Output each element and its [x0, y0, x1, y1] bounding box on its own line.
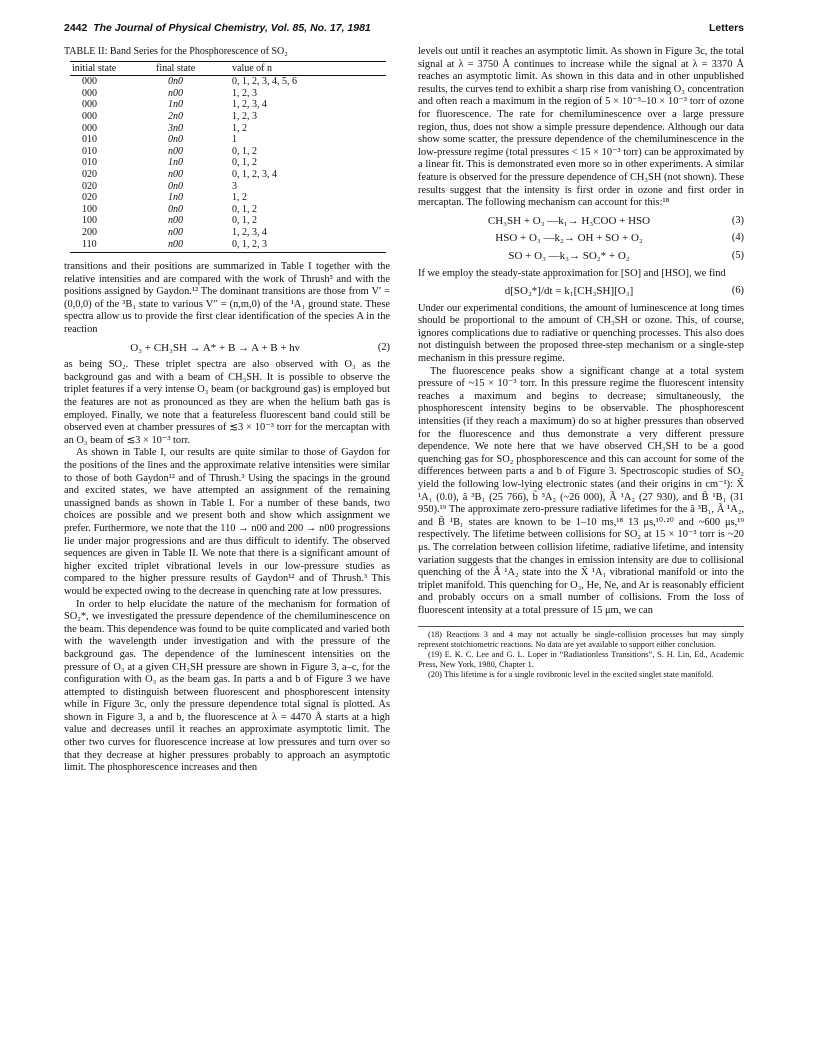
cell-value-n: 0, 1, 2, 3, 4 — [232, 168, 277, 180]
cell-value-n: 1, 2, 3 — [232, 87, 257, 99]
equation-3-number: (3) — [731, 214, 744, 226]
cell-value-n: 0, 1, 2 — [232, 145, 257, 157]
cell-final-state: 2n0 — [168, 110, 183, 122]
table-2 — [64, 46, 390, 253]
cell-value-n: 1, 2, 3, 4 — [232, 99, 267, 111]
equation-5-number: (5) — [731, 249, 744, 261]
cell-value-n: 0, 1, 2, 3, 4, 5, 6 — [232, 76, 297, 88]
table-row — [70, 192, 386, 204]
cell-value-n: 0, 1, 2 — [232, 203, 257, 215]
table-row — [70, 134, 386, 146]
cell-initial-state: 020 — [82, 168, 97, 180]
equation-5-body: SO + O₃ —k₃→ SO₂* + O₂ — [508, 249, 630, 262]
equation-3 — [418, 215, 744, 228]
right-column — [418, 46, 744, 680]
table-row — [70, 88, 386, 100]
table-row — [70, 204, 386, 216]
footnote-20: (20) This lifetime is for a single rovibronic level in the excited singlet state manifold. — [428, 669, 714, 679]
right-paragraph-3: Under our experimental conditions, the amount of luminescence at long times should be proportional to the amount of CH₃SH or ozone. This, of course, ignores complications due to radiative or quenching processes. This also does not distinguish between the proposed three-step mechanism or a single-step mechanism in this pressure regime. — [418, 302, 744, 365]
cell-initial-state: 000 — [82, 110, 97, 122]
equation-6-number: (6) — [731, 285, 744, 297]
cell-final-state: 0n0 — [168, 203, 183, 215]
cell-initial-state: 100 — [82, 203, 97, 215]
equation-2-number: (2) — [377, 341, 390, 353]
cell-final-state: 1n0 — [168, 99, 183, 111]
table-row — [70, 239, 386, 253]
cell-final-state: n00 — [154, 239, 230, 253]
page-header — [64, 22, 744, 38]
cell-final-state: 1n0 — [168, 157, 183, 169]
equation-5 — [418, 250, 744, 263]
cell-final-state: n00 — [168, 168, 183, 180]
cell-initial-state: 010 — [82, 134, 97, 146]
right-paragraph-4: The fluorescence peaks show a significant change at a total system pressure of ~15 × 10⁻³ torr. In this pressure regime the fluorescent intensity reaches a maximum and begins to decrease; simultaneously, the phosphorescent intensity begins to be observable. The phosphorescent intensities (if they reach a maximum) do so at higher pressures than observed for the fluorescence and thus demonstrate a very different pressure dependence. We note here that we have observed CH₃SH to be a good quenching gas for SO₂ phosphorescence and this can account for some of the differences between parts a and b of Figure 3. Spectroscopic studies of SO₂ yield the following low-lying electronic states (and their origins in cm⁻¹): X̃ ¹A₁ (0.0), ã ³B₁ (25 766), b̃ ³A₂ (~26 000), Ã ¹A₂ (27 930), and B̃ ¹B₁ (31 950).¹⁹ The approximate zero-pressure radiative lifetimes for the ã ³B₁, Ã ¹A₂, and B̃ ¹B₁ states are known to be 1–10 ms,¹⁸ 13 μs,¹⁰·²⁰ and ~600 μs,¹⁹ respectively. The lifetime between collisions for SO₂ at 15 × 10⁻³ torr is ~20 μs. The correlation between collision lifetime, radiative lifetime, and intensity variation suggests that the changes in emission intensity are due to collisional quenching of the Ã ¹A₂ state into the X̃ ¹A₁ vibrational manifold or into the triplet manifold. This quenching for O₃, He, Ne, and Ar is reasonably efficient and probably occurs on a small number of collisions. From the loss of fluorescent intensity at a total pressure of 15 μm, we can — [418, 365, 744, 616]
equation-4-number: (4) — [731, 232, 744, 244]
table-row — [70, 181, 386, 193]
section-label: Letters — [708, 22, 744, 34]
cell-initial-state: 010 — [82, 145, 97, 157]
col-header-final: final state — [154, 61, 230, 76]
cell-value-n: 3 — [232, 180, 237, 192]
cell-value-n: 0, 1, 2 — [232, 157, 257, 169]
cell-initial-state: 000 — [82, 122, 97, 134]
equation-6 — [418, 285, 744, 298]
cell-initial-state: 000 — [82, 76, 97, 88]
left-column — [64, 46, 390, 775]
equation-4 — [418, 232, 744, 245]
cell-value-n: 1, 2, 3 — [232, 110, 257, 122]
journal-citation: The Journal of Physical Chemistry, Vol. 85, No. 17, 1981 — [93, 22, 371, 34]
table-row — [70, 76, 386, 88]
cell-value-n: 1, 2 — [232, 192, 247, 204]
band-series-table — [70, 61, 386, 254]
cell-initial-state: 100 — [82, 215, 97, 227]
cell-initial-state: 000 — [82, 99, 97, 111]
equation-6-body: d[SO₂*]/dt = k₁[CH₃SH][O₃] — [504, 285, 634, 298]
table-row — [70, 146, 386, 158]
table-row — [70, 215, 386, 227]
page-number: 2442 — [64, 22, 88, 34]
cell-initial-state: 020 — [82, 180, 97, 192]
table-row — [70, 157, 386, 169]
cell-final-state: 1n0 — [168, 192, 183, 204]
cell-final-state: 0n0 — [168, 180, 183, 192]
left-paragraph-4: In order to help elucidate the nature of the mechanism for formation of SO₂*, we investigated the pressure dependence of the chemiluminescence on the beam. This dependence was found to be quite complicated and varied both with the wavelength under investigation and with the pressure of the background gas. The dependence of the luminescent intensities on the pressure of O₃ at a given CH₃SH pressure are shown in Figure 3, a–c, for the configuration with O₃ as the beam gas. In parts a and b of Figure 3 we have attempted to distinguish between fluorescent and phosphorescent intensity while in Figure 3c, only the pressure dependence total signal is plotted. As shown in Figure 3, a and b, the fluorescence at λ = 4470 Å starts at a high value and decreases until it reaches an approximate asymptotic limit. The other two curves for fluorescence increase at low pressures and turn over so that they decrease at higher pressures probably to approach an asymptotic limit. The phosphorescence increases and then — [64, 598, 390, 774]
table-header-row — [70, 61, 386, 76]
cell-value-n: 0, 1, 2, 3 — [230, 239, 386, 253]
footnote-18: (18) Reactions 3 and 4 may not actually be single-collision processes but may simply represent stoichiometric reactions. No data are yet available to support either conclusion. — [418, 629, 744, 649]
right-paragraph-2: If we employ the steady-state approximation for [SO] and [HSO], we find — [418, 267, 726, 279]
table-row — [70, 111, 386, 123]
cell-final-state: 0n0 — [168, 76, 183, 88]
cell-value-n: 1 — [232, 134, 237, 146]
left-paragraph-3: As shown in Table I, our results are quite similar to those of Gaydon for the positions of the lines and the approximate relative intensities were similar to those of both Gaydon¹² and of Thrush.³ Using the spacings in the ground and excited states, we have attempted an assignment of the remaining unassigned bands as shown in Table I. For a number of these bands, two choices are possible and we present both and show which assignment we prefer. Furthermore, we note that the 110 → n00 and 200 → n00 progressions lie under major progressions and are thus difficult to identify. The observed sequences are given in Table II. We note that there is a significant amount of higher excited triplet vibrational levels in our low-pressure studies as compared to the higher pressure results of Gaydon¹² and of Thrush.³ This would be expected owing to the decrease in quenching rate at low pressures. — [64, 447, 390, 597]
footnotes — [418, 626, 744, 680]
cell-initial-state: 010 — [82, 157, 97, 169]
equation-3-body: CH₃SH + O₃ —k₁→ H₃COO + HSO — [487, 214, 651, 227]
cell-value-n: 0, 1, 2 — [232, 215, 257, 227]
cell-final-state: 3n0 — [168, 122, 183, 134]
cell-final-state: n00 — [168, 215, 183, 227]
cell-value-n: 1, 2 — [232, 122, 247, 134]
cell-final-state: n00 — [168, 87, 183, 99]
cell-initial-state: 110 — [70, 239, 154, 253]
footnote-19: (19) E. K. C. Lee and G. L. Loper in “Radiationless Transitions”, S. H. Lin, Ed., Academic Press, New York, 1980, Chapter 1. — [418, 649, 744, 669]
cell-final-state: n00 — [168, 226, 183, 238]
equation-2 — [64, 342, 390, 355]
table-row — [70, 227, 386, 239]
table-body — [70, 76, 386, 253]
cell-final-state: n00 — [168, 145, 183, 157]
equation-2-body: O₃ + CH₃SH → A* + B → A + B + hν — [130, 341, 300, 354]
table-row — [70, 99, 386, 111]
left-paragraph-1: transitions and their positions are summarized in Table I together with the relative intensities and are compared with the work of Thrush³ and with the positions assigned by Gaydon.¹² The dominant transitions are those from V′ = (0,0,0) of the ³B₁ state to various V″ = (n,m,0) of the ¹A₁ ground state. These spectra allow us to provide the first clear identification of the species A in the reaction — [64, 261, 390, 336]
table-row — [70, 123, 386, 135]
table-2-title: TABLE II: Band Series for the Phosphorescence of SO₂ — [64, 46, 288, 57]
table-row — [70, 169, 386, 181]
cell-final-state: 0n0 — [168, 134, 183, 146]
col-header-initial: initial state — [70, 61, 154, 76]
cell-initial-state: 200 — [82, 226, 97, 238]
cell-initial-state: 000 — [82, 87, 97, 99]
left-paragraph-2: as being SO₂. These triplet spectra are also observed with O₃ as the background gas and with a beam of CH₃SH. It is possible to observe the triplet features if a very intense O₃ beam (or background gas) is employed but the features are not as pronounced as they are when the helium bath gas is employed. Finally, we note that a featureless fluorescent band could still be observed even at chamber pressures of ≲3 × 10⁻³ torr for the mercaptan with an O₃ beam of ≲3 × 10⁻³ torr. — [64, 359, 390, 446]
header-left — [64, 22, 371, 34]
col-header-n: value of n — [230, 61, 386, 76]
equation-4-body: HSO + O₃ —k₂→ OH + SO + O₂ — [495, 232, 643, 245]
right-paragraph-1: levels out until it reaches an asymptotic limit. As shown in Figure 3c, the total signal at λ = 3750 Å continues to increase while the signal at λ = 3370 Å reaches an asymptotic limit. As shown in this data and in other unpublished results, the curves tend to exhibit a sharp rise from vanishing O₃ concentration and often reach a maximum in the region of 5 × 10⁻³–10 × 10⁻³ torr of ozone for fluorescence. The rate for chemiluminescence over a large pressure region, thus, does not show a simple pressure dependence. Although our data show some scatter, the pressure dependence of the chemiluminescence in the low-pressure regime (total pressures < 15 × 10⁻³ torr) can be approximated by a linear fit. This is demonstrated even more so in other experiments. A similar feature is observed for the pressure dependence of CH₃SH (not shown). These results suggest that the intensity is first order in ozone and first order in mercaptan. The following mechanism can account for this:¹⁸ — [418, 46, 744, 209]
cell-value-n: 1, 2, 3, 4 — [232, 226, 267, 238]
cell-initial-state: 020 — [82, 192, 97, 204]
